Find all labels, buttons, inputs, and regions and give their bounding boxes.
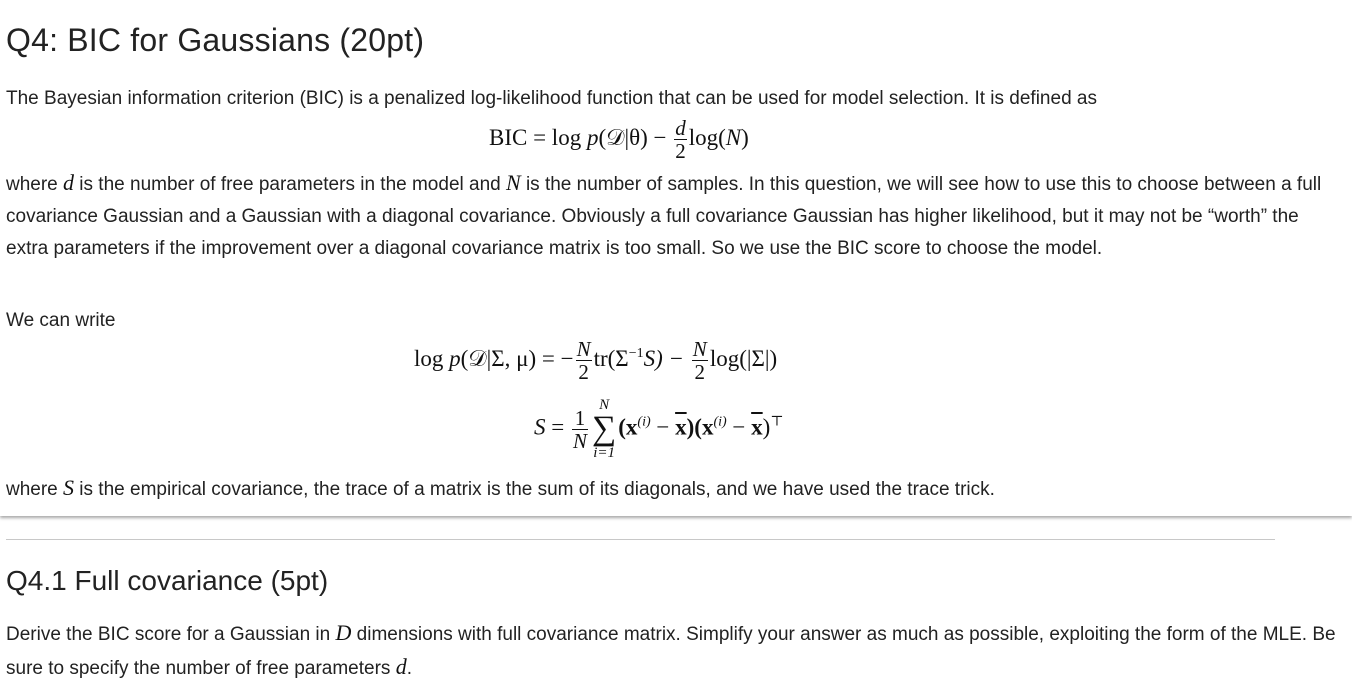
bic-n: N xyxy=(725,124,742,150)
var-d: d xyxy=(63,170,75,195)
empirical-covariance-equation: S = $\frac{1}{N}$ N ∑ i=1 $(x^{(i)} - \overline{x})(x^{(i)} - \overline{x})^⊤$ xyxy=(534,397,784,461)
bic-fraction: $\frac{d}{2}$ xyxy=(675,116,686,163)
bic-log: log( xyxy=(688,124,726,150)
trace-explanation-paragraph: where S is the empirical covariance, the trace of a matrix is the sum of its diagonals, and we have used the trace trick. xyxy=(6,475,995,500)
bic-arg: (𝒟|θ) xyxy=(598,124,648,150)
bic-explanation-paragraph: where d is the number of free parameters in the model and N is the number of samples. In this question, we will see how to use this to choose between a full covariance Gaussian and a Gaussian with a diagonal covariance. Obviously a full covariance Gaussian has higher likelihood, but it may not be “worth” the extra parameters if the improvement over a diagonal covariance matrix is too small. So we use the BIC score to choose the model. xyxy=(6,170,1322,259)
var-s-hat: S xyxy=(63,475,75,500)
section-divider xyxy=(6,539,1275,540)
loglik-equation: log p(𝒟|Σ, μ) = − $\frac{N}{2}$ $tr(\Sigma^{-1}S)$ − $\frac{N}{2}$ log(|Σ|) xyxy=(414,337,778,384)
question-4-title: Q4: BIC for Gaussians (20pt) xyxy=(6,22,425,58)
var-n: N xyxy=(505,170,521,195)
bic-equation: BIC = log p(𝒟|θ) − $\frac{d}{2}$ log(N) xyxy=(489,116,749,163)
intro-text: The Bayesian information criterion (BIC) is a penalized log-likelihood function that can be used for model selection. It is defined as xyxy=(6,88,1097,109)
question-4-1-title: Q4.1 Full covariance (5pt) xyxy=(6,565,329,596)
var-d-params: d xyxy=(395,654,407,679)
intro-paragraph xyxy=(6,83,1336,115)
bic-minus: − xyxy=(653,124,667,150)
we-can-write: We can write xyxy=(6,310,116,331)
summation: N ∑ i=1 xyxy=(592,397,617,461)
question-4-1-paragraph: Derive the BIC score for a Gaussian in D dimensions with full covariance matrix. Simplify your answer as much as possible, exploiting the form of the MLE. Be sure to specify the number of free parameters d. xyxy=(6,620,1336,679)
bic-p: p xyxy=(586,124,599,150)
question-4-1-cell xyxy=(0,518,1352,682)
bic-lhs: BIC = log xyxy=(489,124,582,150)
var-d-dimensions: D xyxy=(335,620,352,645)
